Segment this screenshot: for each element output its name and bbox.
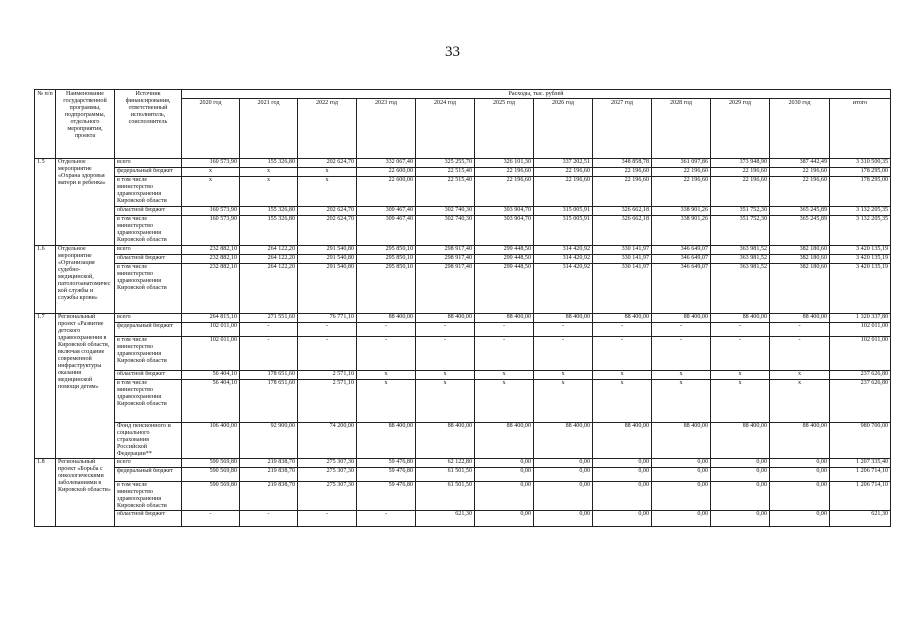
year-value-cell: x bbox=[298, 168, 357, 177]
measure-name: Отдельное мероприятие «Охрана здоровья матери и ребенка» bbox=[56, 159, 115, 246]
header-total: итого bbox=[830, 99, 891, 159]
table-row bbox=[35, 168, 891, 177]
year-value-cell: 88 400,00 bbox=[652, 314, 711, 323]
year-value-cell: 299 448,50 bbox=[475, 264, 534, 314]
year-value-cell: 275 307,30 bbox=[298, 459, 357, 468]
table-row bbox=[35, 511, 891, 527]
year-value-cell: 361 097,86 bbox=[652, 159, 711, 168]
year-value-cell: x bbox=[593, 380, 652, 423]
table-row bbox=[35, 246, 891, 255]
measure-name: Отдельное мероприятие «Организация судебно-медицинской, патологоанатомической службы и службы крови» bbox=[56, 246, 115, 314]
year-value-cell: 61 501,50 bbox=[416, 468, 475, 482]
total-cell: 178 295,00 bbox=[830, 177, 891, 207]
header-year: 2024 год bbox=[416, 99, 475, 159]
year-value-cell: x bbox=[534, 380, 593, 423]
year-value-cell: 330 141,97 bbox=[593, 255, 652, 264]
year-value-cell: - bbox=[416, 323, 475, 337]
header-year: 2025 год bbox=[475, 99, 534, 159]
year-value-cell: x bbox=[770, 380, 830, 423]
year-value-cell: x bbox=[182, 168, 240, 177]
year-value-cell: 74 200,00 bbox=[298, 423, 357, 459]
year-value-cell: - bbox=[652, 337, 711, 371]
row-number: 1.7 bbox=[35, 314, 56, 459]
year-value-cell: 315 005,91 bbox=[534, 216, 593, 246]
year-value-cell: - bbox=[298, 337, 357, 371]
year-value-cell: 264 122,20 bbox=[240, 246, 298, 255]
header-source: Источник финансирования, ответственный исполнитель, соисполнитель bbox=[115, 90, 182, 159]
year-value-cell: - bbox=[240, 337, 298, 371]
total-cell: 1 320 337,80 bbox=[830, 314, 891, 323]
year-value-cell: 88 400,00 bbox=[593, 423, 652, 459]
year-value-cell: - bbox=[416, 337, 475, 371]
year-value-cell: 160 573,90 bbox=[182, 216, 240, 246]
funding-source: в том числе министерство здравоохранения Кировской области bbox=[115, 177, 182, 207]
year-value-cell: 160 573,90 bbox=[182, 207, 240, 216]
year-value-cell: 22 196,60 bbox=[711, 168, 770, 177]
year-value-cell: 0,00 bbox=[475, 482, 534, 511]
table-row bbox=[35, 459, 891, 468]
year-value-cell: 88 400,00 bbox=[770, 423, 830, 459]
year-value-cell: 264 122,20 bbox=[240, 264, 298, 314]
year-value-cell: 303 904,70 bbox=[475, 207, 534, 216]
year-value-cell: 88 400,00 bbox=[357, 423, 416, 459]
year-value-cell: 314 420,92 bbox=[534, 255, 593, 264]
year-value-cell: 88 400,00 bbox=[534, 314, 593, 323]
year-value-cell: 332 067,40 bbox=[357, 159, 416, 168]
year-value-cell: 387 442,49 bbox=[770, 159, 830, 168]
year-value-cell: x bbox=[770, 371, 830, 380]
year-value-cell: 0,00 bbox=[711, 511, 770, 527]
year-value-cell: 275 307,30 bbox=[298, 482, 357, 511]
year-value-cell: 302 740,30 bbox=[416, 207, 475, 216]
header-year: 2029 год bbox=[711, 99, 770, 159]
total-cell: 237 626,80 bbox=[830, 371, 891, 380]
total-cell: 3 132 205,35 bbox=[830, 216, 891, 246]
total-cell: 178 295,00 bbox=[830, 168, 891, 177]
year-value-cell: 299 448,50 bbox=[475, 246, 534, 255]
year-value-cell: 88 400,00 bbox=[357, 314, 416, 323]
year-value-cell: 219 838,70 bbox=[240, 482, 298, 511]
year-value-cell: 326 662,18 bbox=[593, 207, 652, 216]
year-value-cell: 56 404,10 bbox=[182, 380, 240, 423]
year-value-cell: 346 649,07 bbox=[652, 255, 711, 264]
table-row bbox=[35, 177, 891, 207]
year-value-cell: 363 981,52 bbox=[711, 246, 770, 255]
year-value-cell: - bbox=[357, 511, 416, 527]
year-value-cell: x bbox=[240, 177, 298, 207]
year-value-cell: 363 981,52 bbox=[711, 264, 770, 314]
funding-source: всего bbox=[115, 159, 182, 168]
year-value-cell: 178 651,60 bbox=[240, 371, 298, 380]
year-value-cell: 202 624,70 bbox=[298, 159, 357, 168]
header-year: 2021 год bbox=[240, 99, 298, 159]
year-value-cell: x bbox=[416, 380, 475, 423]
row-number: 1.8 bbox=[35, 459, 56, 527]
year-value-cell: 202 624,70 bbox=[298, 216, 357, 246]
year-value-cell: x bbox=[298, 177, 357, 207]
total-cell: 1 207 335,40 bbox=[830, 459, 891, 468]
funding-source: областной бюджет bbox=[115, 371, 182, 380]
year-value-cell: 264 122,20 bbox=[240, 255, 298, 264]
year-value-cell: 0,00 bbox=[770, 459, 830, 468]
measure-name: Региональный проект «Борьба с онкологическими заболеваниями в Кировской области» bbox=[56, 459, 115, 527]
table-row bbox=[35, 371, 891, 380]
year-value-cell: 295 850,10 bbox=[357, 246, 416, 255]
year-value-cell: 76 771,10 bbox=[298, 314, 357, 323]
year-value-cell: 330 141,97 bbox=[593, 246, 652, 255]
year-value-cell: 0,00 bbox=[652, 482, 711, 511]
total-cell: 1 206 714,10 bbox=[830, 482, 891, 511]
year-value-cell: 346 649,07 bbox=[652, 246, 711, 255]
year-value-cell: 298 917,40 bbox=[416, 246, 475, 255]
header-name: Наименование государственной программы, подпрограммы, отдельного мероприятия, проекта bbox=[56, 90, 115, 159]
year-value-cell: - bbox=[534, 323, 593, 337]
year-value-cell: 22 515,40 bbox=[416, 177, 475, 207]
header-year: 2022 год bbox=[298, 99, 357, 159]
year-value-cell: 373 948,90 bbox=[711, 159, 770, 168]
funding-source: Фонд пенсионного и социального страхования Российской Федерации** bbox=[115, 423, 182, 459]
year-value-cell: 0,00 bbox=[534, 482, 593, 511]
funding-source: областной бюджет bbox=[115, 255, 182, 264]
year-value-cell: 0,00 bbox=[534, 459, 593, 468]
table-header bbox=[35, 90, 891, 159]
total-cell: 3 420 135,19 bbox=[830, 264, 891, 314]
table-body bbox=[35, 159, 891, 527]
year-value-cell: x bbox=[240, 168, 298, 177]
year-value-cell: 0,00 bbox=[475, 459, 534, 468]
year-value-cell: 232 882,10 bbox=[182, 264, 240, 314]
table-row bbox=[35, 337, 891, 371]
total-cell: 3 420 135,19 bbox=[830, 255, 891, 264]
year-value-cell: x bbox=[652, 380, 711, 423]
year-value-cell: 0,00 bbox=[534, 511, 593, 527]
year-value-cell: 309 467,40 bbox=[357, 207, 416, 216]
table-row bbox=[35, 423, 891, 459]
table-row bbox=[35, 159, 891, 168]
total-cell: 621,30 bbox=[830, 511, 891, 527]
total-cell: 3 420 135,19 bbox=[830, 246, 891, 255]
year-value-cell: 232 882,10 bbox=[182, 255, 240, 264]
year-value-cell: 0,00 bbox=[711, 468, 770, 482]
year-value-cell: - bbox=[182, 511, 240, 527]
year-value-cell: x bbox=[475, 380, 534, 423]
year-value-cell: 271 551,60 bbox=[240, 314, 298, 323]
year-value-cell: 295 850,10 bbox=[357, 255, 416, 264]
year-value-cell: 325 255,70 bbox=[416, 159, 475, 168]
year-value-cell: 88 400,00 bbox=[711, 423, 770, 459]
table-row bbox=[35, 323, 891, 337]
year-value-cell: 0,00 bbox=[652, 511, 711, 527]
year-value-cell: - bbox=[357, 337, 416, 371]
year-value-cell: x bbox=[357, 371, 416, 380]
year-value-cell: - bbox=[711, 323, 770, 337]
year-value-cell: 365 245,89 bbox=[770, 207, 830, 216]
year-value-cell: - bbox=[298, 323, 357, 337]
total-cell: 102 011,00 bbox=[830, 337, 891, 371]
year-value-cell: x bbox=[357, 380, 416, 423]
year-value-cell: - bbox=[652, 323, 711, 337]
year-value-cell: 0,00 bbox=[534, 468, 593, 482]
year-value-cell: 351 752,30 bbox=[711, 207, 770, 216]
year-value-cell: 22 515,40 bbox=[416, 168, 475, 177]
header-year: 2027 год bbox=[593, 99, 652, 159]
header-year: 2020 год bbox=[182, 99, 240, 159]
table-row bbox=[35, 314, 891, 323]
year-value-cell: 22 196,60 bbox=[534, 168, 593, 177]
year-value-cell: 0,00 bbox=[770, 511, 830, 527]
year-value-cell: 22 196,60 bbox=[475, 177, 534, 207]
year-value-cell: 59 476,80 bbox=[357, 468, 416, 482]
year-value-cell: 61 501,50 bbox=[416, 482, 475, 511]
year-value-cell: 0,00 bbox=[652, 468, 711, 482]
year-value-cell: 363 981,52 bbox=[711, 255, 770, 264]
year-value-cell: - bbox=[240, 323, 298, 337]
year-value-cell: 346 649,07 bbox=[652, 264, 711, 314]
header-year: 2030 год bbox=[770, 99, 830, 159]
year-value-cell: 92 900,00 bbox=[240, 423, 298, 459]
year-value-cell: 291 540,80 bbox=[298, 255, 357, 264]
funding-source: в том числе министерство здравоохранения Кировской области bbox=[115, 482, 182, 511]
year-value-cell: 88 400,00 bbox=[770, 314, 830, 323]
year-value-cell: 621,30 bbox=[416, 511, 475, 527]
total-cell: 3 132 205,35 bbox=[830, 207, 891, 216]
year-value-cell: 295 850,10 bbox=[357, 264, 416, 314]
year-value-cell: 22 196,60 bbox=[534, 177, 593, 207]
funding-source: всего bbox=[115, 314, 182, 323]
header-year: 2028 год bbox=[652, 99, 711, 159]
year-value-cell: 338 901,26 bbox=[652, 207, 711, 216]
year-value-cell: 590 569,80 bbox=[182, 468, 240, 482]
year-value-cell: 365 245,89 bbox=[770, 216, 830, 246]
expenses-table bbox=[34, 89, 891, 527]
year-value-cell: 382 180,60 bbox=[770, 246, 830, 255]
year-value-cell: 314 420,92 bbox=[534, 246, 593, 255]
year-value-cell: 22 196,60 bbox=[593, 177, 652, 207]
year-value-cell: 291 540,80 bbox=[298, 246, 357, 255]
year-value-cell: 22 196,60 bbox=[711, 177, 770, 207]
year-value-cell: - bbox=[534, 337, 593, 371]
year-value-cell: 88 400,00 bbox=[416, 314, 475, 323]
year-value-cell: - bbox=[475, 323, 534, 337]
total-cell: 3 310 500,35 bbox=[830, 159, 891, 168]
year-value-cell: 298 917,40 bbox=[416, 264, 475, 314]
year-value-cell: 382 180,60 bbox=[770, 255, 830, 264]
header-no: № п/п bbox=[35, 90, 56, 159]
year-value-cell: - bbox=[593, 337, 652, 371]
year-value-cell: 264 815,10 bbox=[182, 314, 240, 323]
year-value-cell: 22 600,00 bbox=[357, 168, 416, 177]
total-cell: 980 700,00 bbox=[830, 423, 891, 459]
table-row bbox=[35, 216, 891, 246]
year-value-cell: 88 400,00 bbox=[475, 314, 534, 323]
year-value-cell: - bbox=[770, 323, 830, 337]
year-value-cell: 0,00 bbox=[475, 468, 534, 482]
year-value-cell: 22 600,00 bbox=[357, 177, 416, 207]
funding-source: в том числе министерство здравоохранения Кировской области bbox=[115, 380, 182, 423]
table-row bbox=[35, 468, 891, 482]
year-value-cell: 219 838,70 bbox=[240, 468, 298, 482]
year-value-cell: 348 858,78 bbox=[593, 159, 652, 168]
total-cell: 237 626,80 bbox=[830, 380, 891, 423]
year-value-cell: x bbox=[711, 380, 770, 423]
measure-name: Региональный проект «Развитие детского здравоохранения в Кировской области, включая создание современной инфраструктуры оказания медицинской помощи детям» bbox=[56, 314, 115, 459]
year-value-cell: 59 476,80 bbox=[357, 482, 416, 511]
year-value-cell: - bbox=[357, 323, 416, 337]
year-value-cell: 590 569,80 bbox=[182, 482, 240, 511]
page-number: 33 bbox=[445, 44, 460, 60]
year-value-cell: 22 196,60 bbox=[652, 168, 711, 177]
row-number: 1.6 bbox=[35, 246, 56, 314]
year-value-cell: 160 573,90 bbox=[182, 159, 240, 168]
year-value-cell: 178 651,60 bbox=[240, 380, 298, 423]
year-value-cell: 314 420,92 bbox=[534, 264, 593, 314]
funding-source: федеральный бюджет bbox=[115, 323, 182, 337]
year-value-cell: 232 882,10 bbox=[182, 246, 240, 255]
year-value-cell: 299 448,50 bbox=[475, 255, 534, 264]
year-value-cell: 22 196,60 bbox=[652, 177, 711, 207]
funding-source: областной бюджет bbox=[115, 511, 182, 527]
year-value-cell: 590 569,80 bbox=[182, 459, 240, 468]
row-number: 1.5 bbox=[35, 159, 56, 246]
table-row bbox=[35, 207, 891, 216]
funding-source: федеральный бюджет bbox=[115, 468, 182, 482]
year-value-cell: 88 400,00 bbox=[593, 314, 652, 323]
year-value-cell: 102 011,00 bbox=[182, 337, 240, 371]
year-value-cell: 330 141,97 bbox=[593, 264, 652, 314]
funding-source: федеральный бюджет bbox=[115, 168, 182, 177]
total-cell: 102 011,00 bbox=[830, 323, 891, 337]
year-value-cell: 326 101,30 bbox=[475, 159, 534, 168]
year-value-cell: 56 404,10 bbox=[182, 371, 240, 380]
year-value-cell: 62 122,80 bbox=[416, 459, 475, 468]
year-value-cell: 0,00 bbox=[652, 459, 711, 468]
year-value-cell: 326 662,18 bbox=[593, 216, 652, 246]
year-value-cell: 0,00 bbox=[770, 482, 830, 511]
year-value-cell: 0,00 bbox=[475, 511, 534, 527]
funding-source: областной бюджет bbox=[115, 207, 182, 216]
year-value-cell: 0,00 bbox=[593, 459, 652, 468]
total-cell: 1 206 714,10 bbox=[830, 468, 891, 482]
funding-source: в том числе министерство здравоохранения Кировской области bbox=[115, 337, 182, 371]
year-value-cell: - bbox=[593, 323, 652, 337]
year-value-cell: 298 917,40 bbox=[416, 255, 475, 264]
year-value-cell: 155 326,80 bbox=[240, 159, 298, 168]
funding-source: в том числе министерство здравоохранения Кировской области bbox=[115, 216, 182, 246]
year-value-cell: 302 740,30 bbox=[416, 216, 475, 246]
year-value-cell: 275 307,30 bbox=[298, 468, 357, 482]
year-value-cell: 88 400,00 bbox=[534, 423, 593, 459]
year-value-cell: 309 467,40 bbox=[357, 216, 416, 246]
year-value-cell: - bbox=[770, 337, 830, 371]
year-value-cell: - bbox=[711, 337, 770, 371]
year-value-cell: 202 624,70 bbox=[298, 207, 357, 216]
funding-source: всего bbox=[115, 459, 182, 468]
year-value-cell: 155 326,80 bbox=[240, 216, 298, 246]
year-value-cell: - bbox=[298, 511, 357, 527]
table-row bbox=[35, 482, 891, 511]
year-value-cell: - bbox=[240, 511, 298, 527]
year-value-cell: 0,00 bbox=[593, 482, 652, 511]
year-value-cell: 219 838,70 bbox=[240, 459, 298, 468]
year-value-cell: 0,00 bbox=[770, 468, 830, 482]
year-value-cell: 106 400,00 bbox=[182, 423, 240, 459]
year-value-cell: 2 571,10 bbox=[298, 380, 357, 423]
year-value-cell: x bbox=[416, 371, 475, 380]
year-value-cell: 88 400,00 bbox=[475, 423, 534, 459]
year-value-cell: 88 400,00 bbox=[652, 423, 711, 459]
year-value-cell: 315 005,91 bbox=[534, 207, 593, 216]
year-value-cell: 303 904,70 bbox=[475, 216, 534, 246]
year-value-cell: 337 202,51 bbox=[534, 159, 593, 168]
year-value-cell: x bbox=[182, 177, 240, 207]
year-value-cell: x bbox=[593, 371, 652, 380]
funding-source: всего bbox=[115, 246, 182, 255]
table-row bbox=[35, 255, 891, 264]
header-year: 2026 год bbox=[534, 99, 593, 159]
year-value-cell: 22 196,60 bbox=[770, 177, 830, 207]
header-expenses: Расходы, тыс. рублей bbox=[182, 90, 891, 99]
year-value-cell: x bbox=[652, 371, 711, 380]
year-value-cell: 338 901,26 bbox=[652, 216, 711, 246]
year-value-cell: x bbox=[534, 371, 593, 380]
year-value-cell: x bbox=[711, 371, 770, 380]
funding-source: в том числе министерство здравоохранения Кировской области bbox=[115, 264, 182, 314]
year-value-cell: x bbox=[475, 371, 534, 380]
table-row bbox=[35, 264, 891, 314]
year-value-cell: 0,00 bbox=[593, 468, 652, 482]
year-value-cell: 22 196,60 bbox=[770, 168, 830, 177]
table-row bbox=[35, 380, 891, 423]
year-value-cell: 22 196,60 bbox=[475, 168, 534, 177]
year-value-cell: 0,00 bbox=[711, 459, 770, 468]
year-value-cell: 0,00 bbox=[711, 482, 770, 511]
year-value-cell: 351 752,30 bbox=[711, 216, 770, 246]
header-year: 2023 год bbox=[357, 99, 416, 159]
year-value-cell: 291 540,80 bbox=[298, 264, 357, 314]
year-value-cell: 59 476,80 bbox=[357, 459, 416, 468]
year-value-cell: 88 400,00 bbox=[711, 314, 770, 323]
year-value-cell: 2 571,10 bbox=[298, 371, 357, 380]
year-value-cell: 102 011,00 bbox=[182, 323, 240, 337]
year-value-cell: 382 180,60 bbox=[770, 264, 830, 314]
year-value-cell: 88 400,00 bbox=[416, 423, 475, 459]
year-value-cell: - bbox=[475, 337, 534, 371]
year-value-cell: 155 326,80 bbox=[240, 207, 298, 216]
year-value-cell: 0,00 bbox=[593, 511, 652, 527]
year-value-cell: 22 196,60 bbox=[593, 168, 652, 177]
